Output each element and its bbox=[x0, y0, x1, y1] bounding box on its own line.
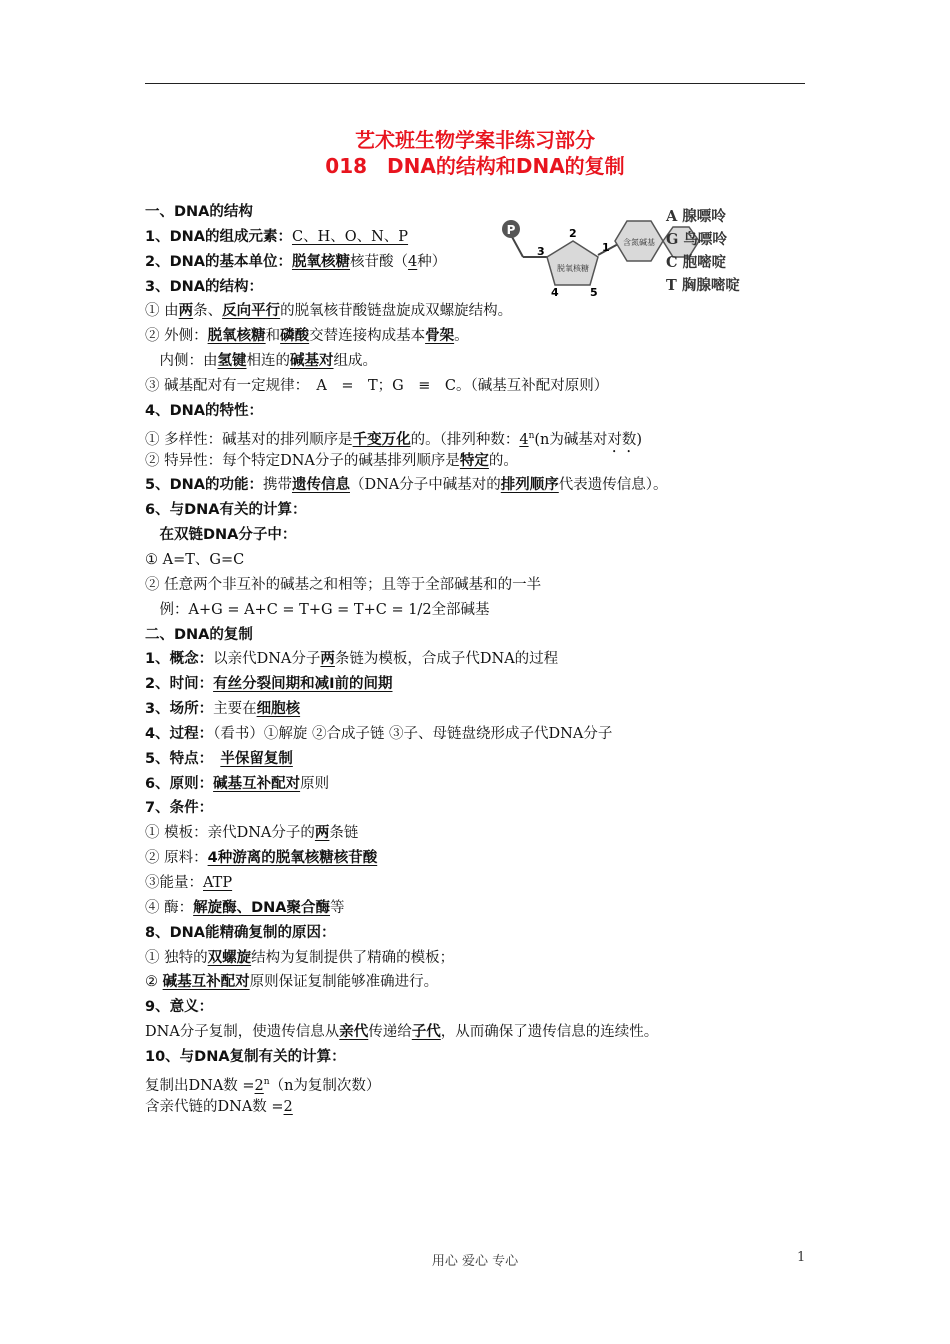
text-segment: 交替连接构成基本 bbox=[309, 328, 426, 345]
text-segment: ，从而确保了遗传信息的连续性。 bbox=[440, 1024, 659, 1041]
text-segment: n bbox=[528, 430, 535, 441]
text-segment: 遗传信息 bbox=[291, 477, 350, 494]
text-segment: ③能量： bbox=[145, 875, 203, 891]
text-segment: 特定 bbox=[459, 452, 489, 469]
text-line bbox=[145, 475, 668, 495]
text-line bbox=[145, 972, 438, 992]
text-segment: 对数 bbox=[607, 431, 637, 448]
text-segment: 6、原则： bbox=[145, 775, 214, 792]
text-segment: ① 由 bbox=[145, 303, 179, 320]
text-line bbox=[145, 326, 469, 346]
text-segment: 。 bbox=[454, 328, 469, 345]
text-segment: 3、DNA的结构： bbox=[145, 278, 263, 295]
text-segment: 一、DNA的结构 bbox=[145, 204, 253, 220]
text-segment: 2、时间： bbox=[145, 676, 214, 693]
text-segment: 5、DNA的功能： bbox=[145, 477, 263, 494]
sugar-pentagon bbox=[547, 241, 598, 285]
text-line bbox=[145, 749, 293, 769]
legend-item: T 胸腺嘧啶 bbox=[666, 277, 740, 294]
text-segment: 6、与DNA有关的计算： bbox=[145, 502, 307, 519]
text-line bbox=[145, 252, 446, 272]
text-line bbox=[145, 948, 454, 968]
legend-item: A 腺嘌呤 bbox=[666, 208, 726, 225]
text-line bbox=[145, 848, 377, 868]
text-segment: 条、 bbox=[193, 303, 223, 320]
text-segment: ② bbox=[145, 974, 163, 991]
text-line bbox=[145, 1072, 380, 1096]
header-rule bbox=[145, 83, 805, 84]
text-segment: 7、条件： bbox=[145, 800, 214, 817]
page-footer: 用心 爱心 专心 bbox=[431, 1254, 519, 1269]
text-segment: ATP bbox=[203, 875, 233, 891]
text-segment: 4、过程： bbox=[145, 725, 214, 742]
text-segment: 内侧：由 bbox=[145, 353, 218, 370]
text-line bbox=[145, 575, 541, 595]
text-segment: 2、DNA的基本单位： bbox=[145, 253, 292, 270]
text-segment: （DNA分子中碱基对的 bbox=[349, 477, 501, 494]
text-line bbox=[145, 401, 263, 421]
text-segment: 磷酸 bbox=[280, 328, 310, 345]
text-line bbox=[145, 301, 512, 321]
text-segment: 5、特点： bbox=[145, 750, 206, 767]
text-line bbox=[145, 227, 408, 247]
text-segment: ② 特异性：每个特定DNA分子的碱基排列顺序是 bbox=[145, 452, 460, 469]
text-segment: DNA分子复制，使遗传信息从 bbox=[145, 1024, 340, 1041]
text-segment: 碱基对 bbox=[290, 353, 334, 370]
text-segment: n bbox=[263, 1076, 270, 1087]
text-segment: 条链 bbox=[329, 825, 359, 842]
text-segment: ① 模板：亲代DNA分子的 bbox=[145, 825, 315, 842]
sugar-label: 脱氧核糖 bbox=[557, 264, 589, 273]
text-segment: 4种游离的脱氧核糖核苷酸 bbox=[207, 850, 378, 867]
text-line bbox=[145, 376, 608, 396]
text-segment: 2 bbox=[254, 1077, 264, 1094]
phosphate-label: P bbox=[506, 223, 516, 237]
text-segment: 细胞核 bbox=[256, 701, 301, 717]
text-segment: ② 外侧： bbox=[145, 328, 208, 345]
text-segment: 核苷酸（ bbox=[349, 253, 408, 270]
text-line bbox=[145, 451, 518, 471]
text-segment: 代表遗传信息）。 bbox=[558, 477, 668, 494]
text-line bbox=[145, 898, 345, 918]
text-segment: 条链为模板，合成子代DNA的过程 bbox=[334, 651, 559, 668]
text-segment: 携带 bbox=[262, 477, 292, 494]
page-number: 1 bbox=[797, 1250, 806, 1265]
text-line bbox=[145, 798, 213, 818]
text-line bbox=[145, 724, 612, 744]
carbon-number: 3 bbox=[537, 245, 545, 258]
text-segment: 结构为复制提供了精确的模板； bbox=[251, 949, 455, 966]
text-segment: 脱氧核糖 bbox=[207, 328, 266, 345]
text-segment: ② 任意两个非互补的碱基之和相等；且等于全部碱基和的一半 bbox=[145, 576, 542, 593]
text-line bbox=[145, 500, 306, 520]
text-line bbox=[145, 202, 253, 222]
doc-title: 艺术班生物学案非练习部分 bbox=[355, 128, 595, 152]
text-segment: ) bbox=[636, 431, 643, 448]
text-segment: 主要在 bbox=[213, 701, 257, 717]
text-segment: 原则保证复制能够准确进行。 bbox=[249, 974, 439, 991]
text-segment: 的。（排列种数： bbox=[410, 431, 520, 448]
text-segment: 10、与DNA复制有关的计算： bbox=[145, 1048, 346, 1065]
text-line bbox=[145, 351, 377, 371]
text-segment: 组成。 bbox=[333, 353, 377, 370]
text-segment: 两 bbox=[178, 303, 194, 320]
text-line bbox=[145, 649, 558, 669]
legend-item: G 鸟嘌呤 bbox=[666, 231, 727, 248]
text-line bbox=[145, 600, 490, 620]
text-segment: C、H、O、N、P bbox=[291, 228, 409, 245]
text-segment: 子代 bbox=[411, 1024, 441, 1041]
text-segment: 碱基互补配对 bbox=[162, 974, 250, 991]
text-segment: ② 原料： bbox=[145, 850, 208, 867]
text-segment: 千变万化 bbox=[352, 431, 411, 448]
text-line bbox=[145, 923, 335, 943]
text-line bbox=[145, 1047, 346, 1067]
text-segment: 例：A+G = A+C = T+G = T+C = 1/2全部碱基 bbox=[145, 601, 490, 618]
text-segment: 亲代 bbox=[339, 1024, 369, 1041]
doc-subtitle: 018 DNA的结构和DNA的复制 bbox=[325, 154, 625, 178]
text-segment: ① A=T、G=C bbox=[145, 551, 245, 568]
text-line bbox=[145, 625, 253, 645]
text-segment: 1、概念： bbox=[145, 651, 214, 668]
text-segment: 4 bbox=[407, 253, 418, 270]
text-segment: 4、DNA的特性： bbox=[145, 402, 263, 419]
text-segment: ① 独特的 bbox=[145, 949, 208, 966]
text-segment: 相连的 bbox=[246, 353, 290, 370]
text-segment: 两 bbox=[320, 651, 335, 668]
text-segment: 在双链DNA分子中： bbox=[145, 527, 297, 543]
text-segment: 排列顺序 bbox=[500, 477, 559, 494]
carbon-number: 1 bbox=[602, 241, 610, 254]
text-segment: 复制出DNA数 = bbox=[145, 1077, 255, 1094]
text-segment: （n为复制次数） bbox=[269, 1077, 381, 1094]
carbon-number: 5 bbox=[590, 286, 598, 299]
text-segment: 以亲代DNA分子 bbox=[213, 651, 321, 668]
text-segment: 1、DNA的组成元素： bbox=[145, 228, 292, 245]
text-line bbox=[145, 674, 393, 694]
text-segment: 骨架 bbox=[425, 328, 455, 345]
text-line bbox=[145, 277, 263, 297]
legend-item: C 胞嘧啶 bbox=[666, 254, 727, 271]
text-segment: 的脱氧核苷酸链盘旋成双螺旋结构。 bbox=[280, 303, 513, 320]
text-segment: 氢键 bbox=[217, 353, 247, 370]
text-segment: (n为碱基对 bbox=[534, 431, 608, 448]
text-segment bbox=[206, 751, 221, 767]
text-line bbox=[145, 1097, 293, 1117]
text-segment: 4 bbox=[519, 431, 529, 448]
text-line bbox=[145, 873, 232, 893]
text-segment: 3、场所： bbox=[145, 701, 214, 717]
text-line bbox=[145, 774, 329, 794]
text-line bbox=[145, 1022, 658, 1042]
text-segment: 种） bbox=[417, 253, 447, 270]
text-segment: 二、DNA的复制 bbox=[145, 626, 253, 643]
text-segment: （看书）①解旋 ②合成子链 ③子、母链盘绕形成子代DNA分子 bbox=[213, 725, 613, 742]
carbon-number: 4 bbox=[551, 286, 559, 299]
text-segment: 含亲代链的DNA数 = bbox=[145, 1098, 284, 1115]
text-segment: 2 bbox=[283, 1098, 293, 1115]
text-segment: 原则 bbox=[300, 775, 330, 792]
text-segment: 反向平行 bbox=[222, 303, 281, 320]
text-line bbox=[145, 550, 244, 570]
carbon-number: 2 bbox=[569, 227, 577, 240]
text-line bbox=[145, 823, 358, 843]
text-segment: 8、DNA能精确复制的原因： bbox=[145, 924, 336, 941]
text-segment: 的。 bbox=[488, 452, 518, 469]
text-segment: 解旋酶、DNA聚合酶 bbox=[193, 899, 331, 916]
text-segment: 有丝分裂间期和减Ⅰ前的间期 bbox=[213, 676, 393, 693]
text-segment: 和 bbox=[265, 328, 281, 345]
text-segment: 9、意义： bbox=[145, 999, 214, 1016]
text-line bbox=[145, 699, 300, 719]
text-segment: 脱氧核糖 bbox=[291, 253, 350, 270]
text-segment: 半保留复制 bbox=[220, 750, 293, 767]
text-segment: 双螺旋 bbox=[207, 949, 252, 966]
text-segment: 碱基互补配对 bbox=[213, 775, 301, 792]
text-line bbox=[145, 997, 213, 1017]
text-segment: 等 bbox=[330, 899, 345, 916]
text-segment: ③ 碱基配对有一定规律： A = T；G ≡ C。（碱基互补配对原则） bbox=[145, 378, 609, 394]
text-segment: ① 多样性：碱基对的排列顺序是 bbox=[145, 431, 353, 448]
base-label: 含氮碱基 bbox=[623, 238, 655, 247]
text-segment: 两 bbox=[314, 825, 330, 842]
text-segment: ④ 酶： bbox=[145, 899, 194, 916]
text-line bbox=[145, 525, 296, 545]
text-segment: 传递给 bbox=[368, 1024, 412, 1041]
